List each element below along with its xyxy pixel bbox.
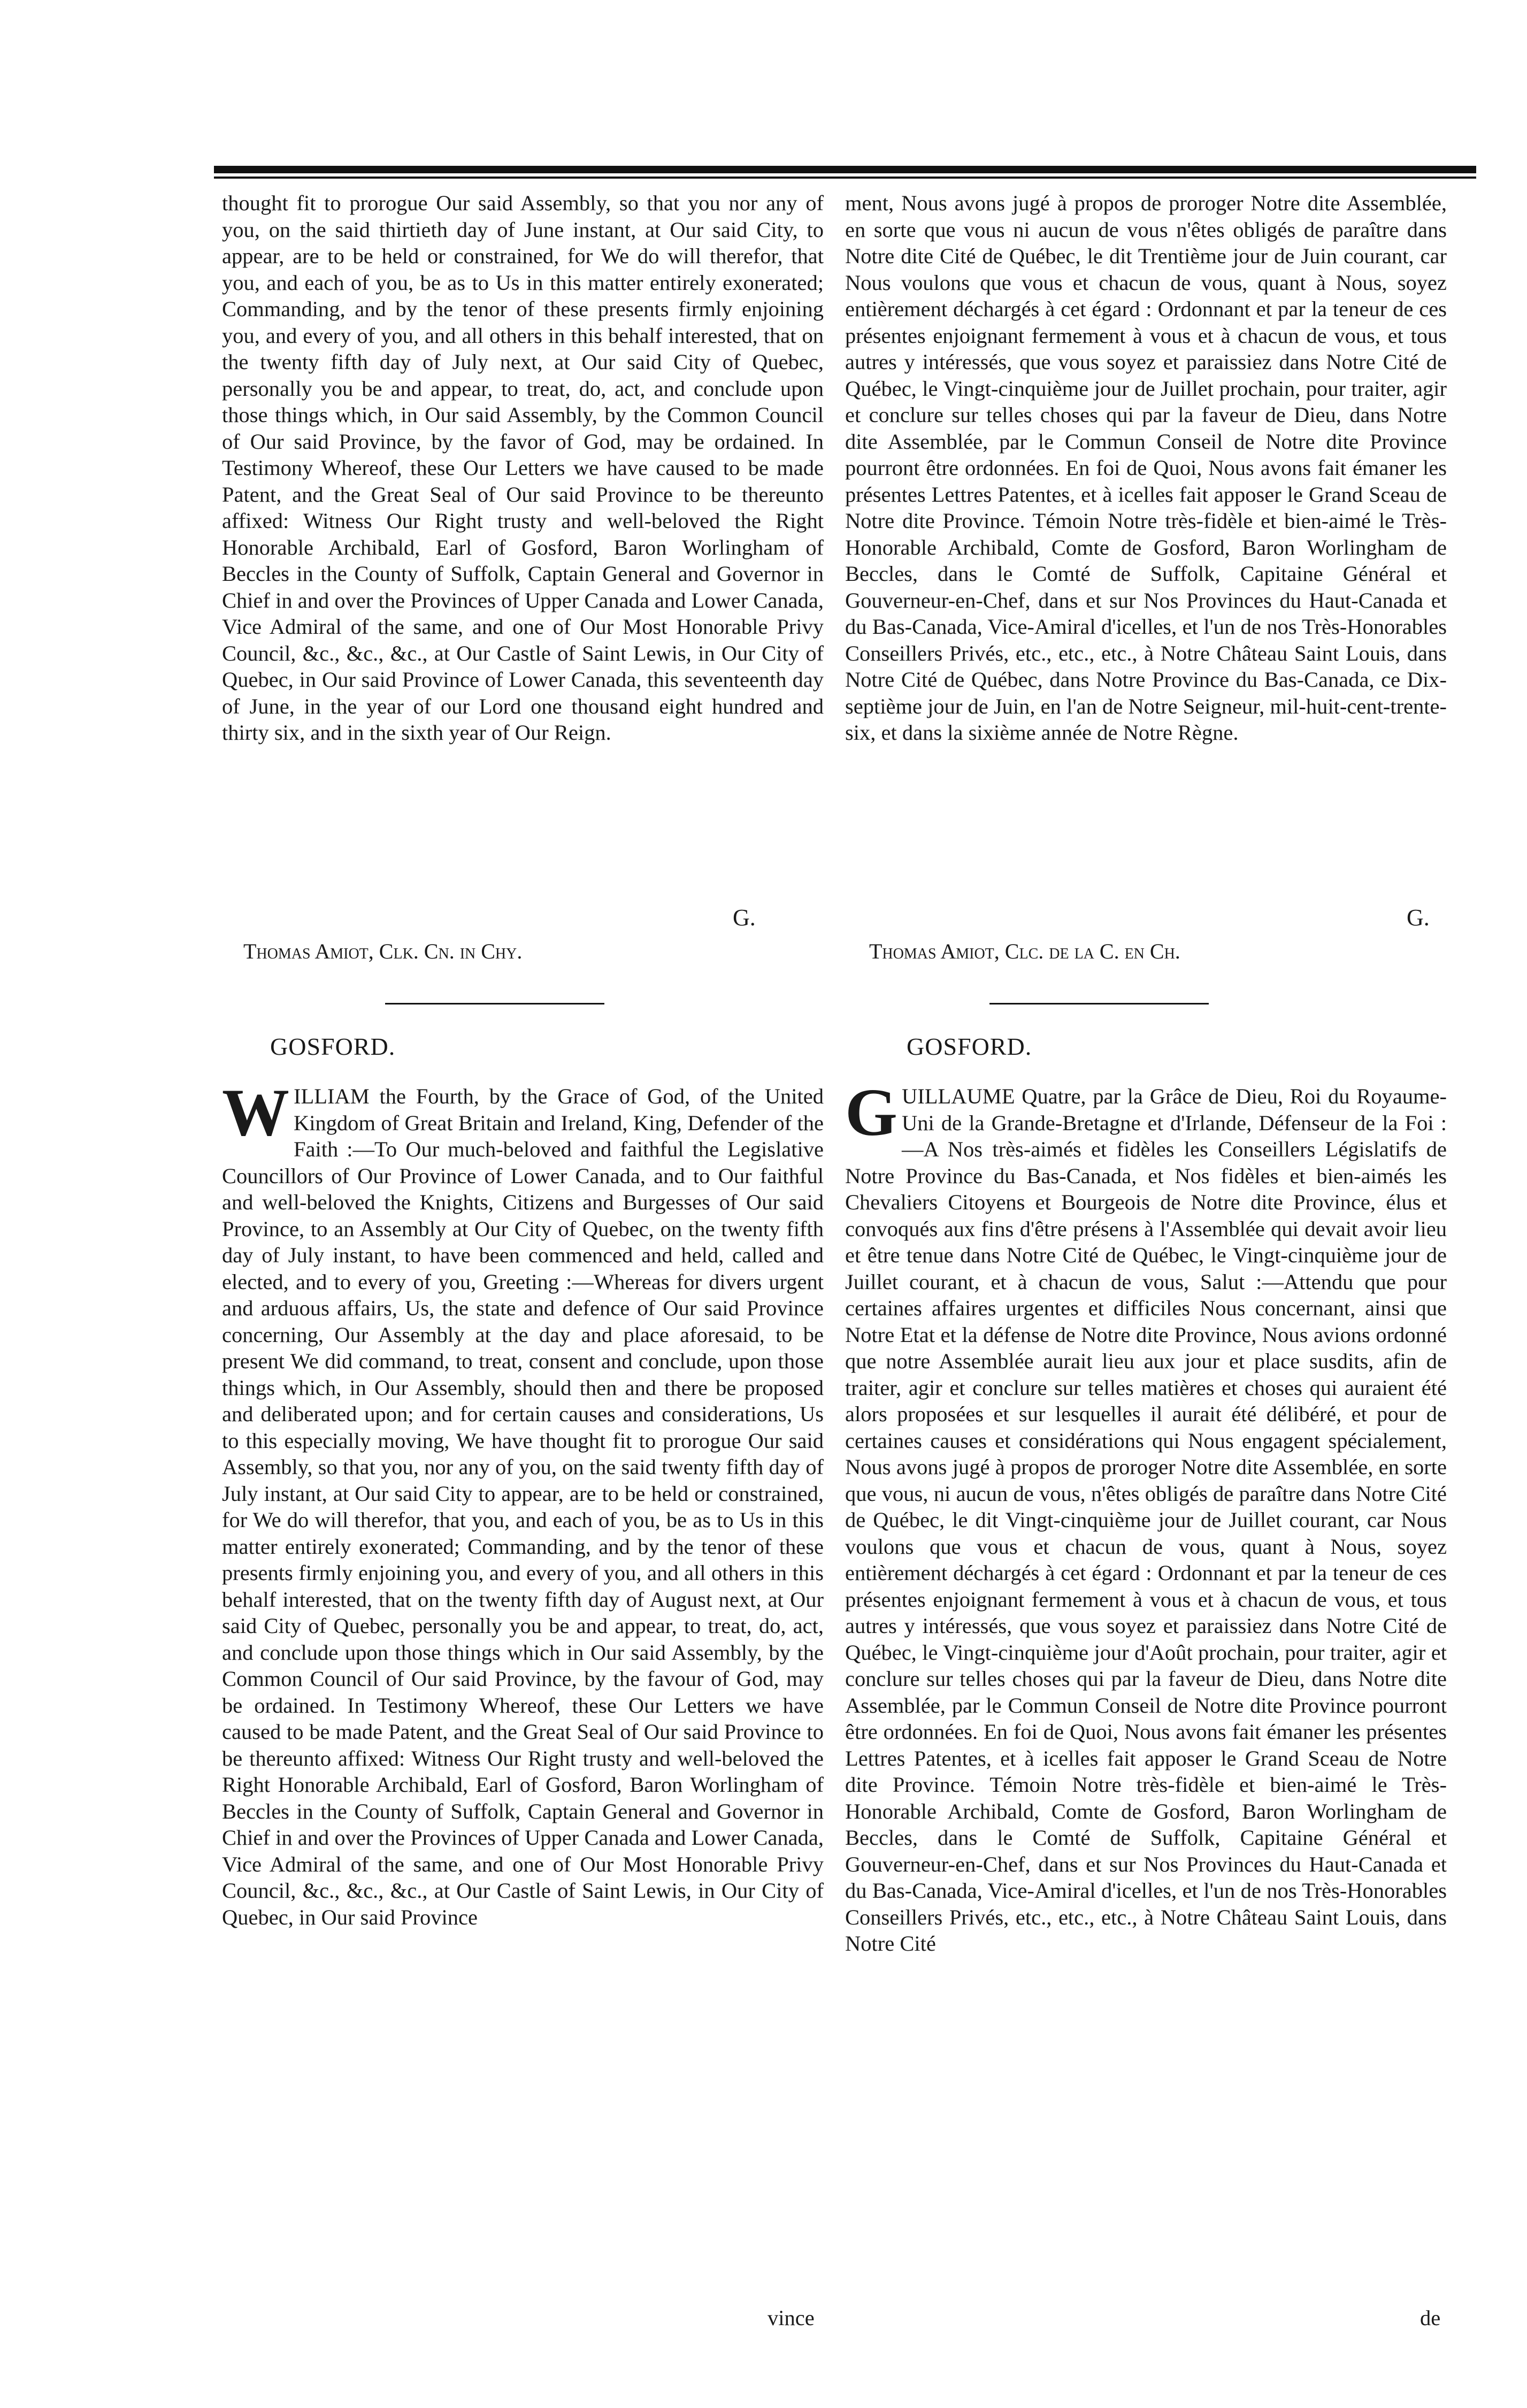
english-dropcap: W: [222, 1076, 289, 1150]
english-proclamation-continued: [222, 190, 824, 746]
english-clerk-signature: Thomas Amiot, Clk. Cn. in Chy.: [243, 939, 523, 963]
separator-rule-right: [989, 1003, 1209, 1004]
french-bottom-text: UILLAUME Quatre, par la Grâce de Dieu, Roi du Royaume-Uni de la Grande-Bretagne et d'Irlande, Défenseur de la Foi :—A Nos très-aimés et fidèles les Conseillers Législatifs de Notre Province du Bas-Canada, et Nos fidèles et bien-aimés les Chevaliers Citoyens et Bourgeois de Notre dite Province, élus et convoqués aux fins d'être présens à l'Assemblée qui devait avoir lieu et être tenue dans Notre Cité de Québec, le Vingt-cinquième jour de Juillet courant, et à chacun de vous, Salut :—Attendu que pour certaines affaires urgentes et difficiles Nous concernant, ainsi que Notre Etat et la défense de Notre dite Province, Nous avions ordonné que notre Assemblée aurait lieu aux jour et place susdits, afin de traiter, agir et conclure sur telles matières et choses qui auraient été alors proposées et sur lesquelles il aurait été délibéré, et pour de certaines causes et considérations qui Nous engagent spécialement, Nous avons jugé à propos de proroger Notre dite Assemblée, en sorte que vous, ni aucun de vous, n'êtes obligés de paraître dans Notre Cité de Québec, le dit Vingt-cinquième jour de Juillet courant, car Nous voulons que vous et chacun de vous, quant à Nous, soyez entièrement déchargés à cet égard : Ordonnant et par la teneur de ces présentes enjoignant fermement à vous et à chacun de vous, et tous autres y intéressés, que vous soyez et paraissiez dans Notre Cité de Québec, le Vingt-cinquième jour d'Août prochain, pour traiter, agir et conclure sur telles choses qui par la faveur de Dieu, dans Notre dite Assemblée, par le Commun Conseil de Notre dite Province pourront être ordonnées. En foi de Quoi, Nous avons fait émaner les présentes Lettres Patentes, et à icelles fait apposer le Grand Sceau de Notre dite Province. Témoin Notre très-fidèle et bien-aimé le Très-Honorable Archibald, Comte de Gosford, Baron Worlingham de Beccles, dans le Comté de Suffolk, Capitaine Général et Gouverneur-en-Chef, dans et sur Nos Provinces du Haut-Canada et du Bas-Canada, Vice-Amiral d'icelles, et l'un de nos Très-Honorables Conseillers Privés, etc., etc., etc., à Notre Château Saint Louis, dans Notre Cité: [845, 1084, 1447, 1955]
english-bottom-text: ILLIAM the Fourth, by the Grace of God, of the United Kingdom of Great Britain and Ireland, King, Defender of the Faith :—To Our much-beloved and faithful the Legislative Councillors of Our Province of Lower Canada, and to Our faithful and well-beloved the Knights, Citizens and Burgesses of Our said Province, to an Assembly at Our City of Quebec, on the twenty fifth day of July instant, to have been commenced and held, called and elected, and to every of you, Greeting :—Whereas for divers urgent and arduous affairs, Us, the state and defence of Our said Province concerning, Our Assembly at the day and place aforesaid, to be present We did command, to treat, consent and conclude, upon those things which, in Our Assembly, should then and there be proposed and deliberated upon; and for certain causes and considerations, Us to this especially moving, We have thought fit to prorogue Our said Assembly, so that you, nor any of you, on the said twenty fifth day of July instant, at Our said City to appear, are to be held or constrained, for We do will therefor, that you, and each of you, be as to Us in this matter entirely exonerated; Commanding, and by the tenor of these presents firmly enjoining you, and every of you, and all others in this behalf interested, that on the twenty fifth day of August next, at Our said City of Quebec, personally you be and appear, to treat, do, act, and conclude upon those things which in Our said Assembly, by the Common Council of Our said Province, by the favour of God, may be ordained. In Testimony Whereof, these Our Letters we have caused to be made Patent, and the Great Seal of Our said Province to be thereunto affixed: Witness Our Right trusty and well-beloved the Right Honorable Archibald, Earl of Gosford, Baron Worlingham of Beccles in the County of Suffolk, Captain General and Governor in Chief in and over the Provinces of Upper Canada and Lower Canada, Vice Admiral of the same, and one of Our Most Honorable Privy Council, &c., &c., &c., at Our Castle of Saint Lewis, in Our City of Quebec, in Our said Province: [222, 1084, 824, 1929]
french-proclamation: [845, 1076, 1447, 1957]
top-rule-thin: [214, 177, 1476, 179]
separator-rule-left: [385, 1003, 604, 1004]
english-catchword: vince: [768, 2306, 815, 2330]
top-rule: [214, 166, 1476, 173]
french-initial: G.: [1407, 904, 1430, 931]
english-proclamation: [222, 1076, 824, 1930]
english-top-text: thought fit to prorogue Our said Assembly, so that you nor any of you, on the said thirtieth day of June instant, at Our said City, to appear, are to be held or constrained, for We do will therefor, that you, and each of you, be as to Us in this matter entirely exonerated; Commanding, and by the tenor of these presents firmly enjoining you, and every of you, and all others in this behalf interested, that on the twenty fifth day of July next, at Our said City of Quebec, personally you be and appear, to treat, do, act, and conclude upon those things which, in Our said Assembly, by the Common Council of Our said Province, by the favor of God, may be ordained. In Testimony Whereof, these Our Letters we have caused to be made Patent, and the Great Seal of Our said Province to be thereunto affixed: Witness Our Right trusty and well-beloved the Right Honorable Archibald, Earl of Gosford, Baron Worlingham of Beccles in the County of Suffolk, Captain General and Governor in Chief in and over the Provinces of Upper Canada and Lower Canada, Vice Admiral of the same, and one of Our Most Honorable Privy Council, &c., &c., &c., at Our Castle of Saint Lewis, in Our City of Quebec, in Our said Province of Lower Canada, this seventeenth day of June, in the year of our Lord one thousand eight hundred and thirty six, and in the sixth year of Our Reign.: [222, 191, 824, 745]
french-proclamation-continued: [845, 190, 1447, 746]
french-top-text: ment, Nous avons jugé à propos de proroger Notre dite Assemblée, en sorte que vous ni aucun de vous n'êtes obligés de paraître dans Notre dite Cité de Québec, le dit Trentième jour de Juin courant, car Nous voulons que vous et chacun de vous, quant à Nous, soyez entièrement déchargés à cet égard : Ordonnant et par la teneur de ces présentes enjoignant fermement à vous et à chacun de vous, et tous autres y intéressés, que vous soyez et paraissiez dans Notre Cité de Québec, le Vingt-cinquième jour de Juillet prochain, pour traiter, agir et conclure sur telles choses qui par la faveur de Dieu, dans Notre dite Assemblée, par le Commun Conseil de Notre dite Province pourront être ordonnées. En foi de Quoi, Nous avons fait émaner les présentes Lettres Patentes, et à icelles fait apposer le Grand Sceau de Notre dite Province. Témoin Notre très-fidèle et bien-aimé le Très-Honorable Archibald, Comte de Gosford, Baron Worlingham de Beccles, dans le Comté de Suffolk, Capitaine Général et Gouverneur-en-Chef, dans et sur Nos Provinces du Haut-Canada et du Bas-Canada, Vice-Amiral d'icelles, et l'un de nos Très-Honorables Conseillers Privés, etc., etc., etc., à Notre Château Saint Louis, dans Notre Cité de Québec, dans Notre Province du Bas-Canada, ce Dix-septième jour de Juin, en l'an de Notre Seigneur, mil-huit-cent-trente-six, et dans la sixième année de Notre Règne.: [845, 191, 1447, 745]
english-heading: GOSFORD.: [270, 1033, 396, 1060]
french-heading: GOSFORD.: [907, 1033, 1032, 1060]
english-initial: G.: [733, 904, 756, 931]
french-clerk-signature: Thomas Amiot, Clc. de la C. en Ch.: [869, 939, 1180, 963]
french-catchword: de: [1420, 2306, 1441, 2330]
french-dropcap: G: [845, 1076, 898, 1150]
